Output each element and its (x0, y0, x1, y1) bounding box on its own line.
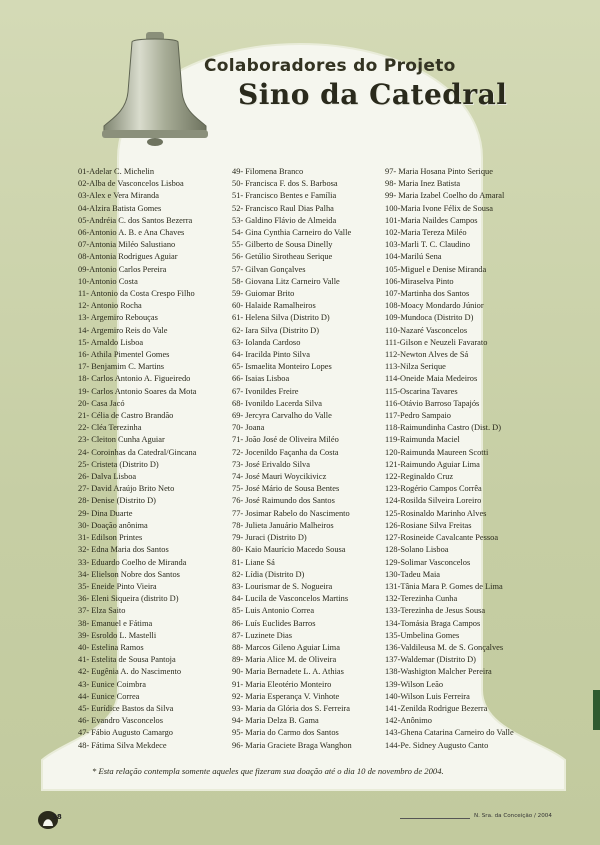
contributor-entry: 28- Denise (Distrito D) (78, 496, 156, 506)
contributor-entry: 84- Lucila de Vasconcelos Martins (232, 594, 349, 604)
contributor-entry: 09-Antonio Carlos Pereira (78, 264, 167, 274)
contributor-entry: 30- Doação anônima (78, 520, 148, 530)
contributor-entry: 67- Ivonildes Freire (232, 386, 299, 396)
contributor-entry: 01-Adelar C. Michelin (78, 167, 155, 176)
contributor-entry: 86- Luís Euclides Barros (232, 618, 316, 628)
contributor-entry: 23- Cleiton Cunha Aguiar (78, 435, 165, 445)
contributor-entry: 122-Reginaldo Cruz (385, 472, 454, 482)
contributor-entry: 108-Moacy Mondardo Júnior (385, 301, 484, 311)
contributor-entry: 101-Maria Naildes Campos (385, 215, 478, 225)
contributor-entry: 141-Zenilda Rodrigue Bezerra (385, 703, 488, 713)
contributor-entry: 90- Maria Bernadete L. A. Athias (232, 667, 344, 677)
contributor-entry: 138-Washigton Malcher Pereira (385, 667, 492, 677)
contributor-entry: 55- Gilberto de Sousa Dinelly (232, 240, 333, 250)
contributor-entry: 133-Terezinha de Jesus Sousa (385, 606, 486, 616)
contributor-entry: 50- Francisca F. dos S. Barbosa (232, 179, 338, 189)
contributor-entry: 73- José Erivaldo Silva (232, 459, 310, 469)
contributor-entry: 06-Antonio A. B. e Ana Chaves (78, 228, 185, 238)
contributor-entry: 26- Dalva Lisboa (78, 472, 137, 482)
title-block (180, 56, 540, 126)
contributor-entry: 53- Galdino Flávio de Almeida (232, 215, 337, 225)
contributor-entry: 113-Nilza Serique (385, 362, 446, 372)
contributor-entry: 107-Martinha dos Santos (385, 289, 470, 299)
contributor-entry: 39- Esroldo L. Mastelli (78, 630, 157, 640)
contributor-entry: 106-Miraselva Pinto (385, 276, 454, 286)
contributor-entry: 94- Maria Delza B. Gama (232, 716, 319, 726)
contributor-entry: 13- Argemiro Rebouças (78, 313, 158, 323)
footnote: * Esta relação contempla somente aqueles que fizeram sua doação até o dia 10 de novembro de 2004. (92, 766, 444, 776)
contributor-entry: 104-Marilú Sena (385, 252, 442, 262)
contributor-entry: 16- Athila Pimentel Gomes (78, 350, 170, 360)
contributor-entry: 117-Pedro Sampaio (385, 411, 451, 421)
contributor-entry: 140-Wilson Luis Ferreira (385, 691, 470, 701)
contributor-entry: 123-Rogério Campos Corrêa (385, 484, 482, 494)
contributor-entry: 60- Halaide Ramalheiros (232, 301, 316, 311)
contributor-entry: 95- Maria do Carmo dos Santos (232, 728, 339, 738)
contributor-entry: 92- Maria Esperança V. Vinhote (232, 691, 340, 701)
contributor-entry: 77- Josimar Rabelo do Nascimento (232, 508, 350, 518)
contributor-entry: 12- Antonio Rocha (78, 301, 142, 311)
contributor-entry: 115-Oscarina Tavares (385, 386, 458, 396)
contributor-entry: 125-Rosinaldo Marinho Alves (385, 508, 487, 518)
contributor-entry: 31- Edilson Printes (78, 533, 143, 543)
contributor-entry: 70- Joana (232, 423, 265, 433)
contributor-entry: 128-Solano Lisboa (385, 545, 449, 555)
page-number: 38 (52, 813, 62, 821)
contributor-entry: 98- Maria Inez Batista (385, 179, 461, 189)
contributor-entry: 19- Carlos Antonio Soares da Mota (78, 386, 197, 396)
edge-tab (593, 690, 600, 730)
contributor-entry: 99- Maria Izabel Coelho do Amaral (385, 191, 505, 201)
title-subheading: Colaboradores do Projeto (204, 56, 456, 76)
contributor-entry: 41- Estelita de Sousa Pantoja (78, 655, 176, 665)
contributor-entry: 114-Oneide Maia Medeiros (385, 374, 478, 384)
contributor-entry: 11- Antonio da Costa Crespo Filho (78, 289, 195, 299)
contributor-entry: 21- Célia de Castro Brandão (78, 411, 174, 421)
contributor-entry: 105-Miguel e Denise Miranda (385, 264, 487, 274)
contributor-entry: 81- Liane Sá (232, 557, 275, 567)
contributor-entry: 120-Raimunda Maureen Scotti (385, 447, 489, 457)
contributor-entry: 124-Rosilda Silveira Loreiro (385, 496, 482, 506)
contributor-entry: 34- Elielson Nobre dos Santos (78, 569, 180, 579)
contributor-entry: 93- Maria da Glória dos S. Ferreira (232, 703, 350, 713)
contributor-entry: 47- Fábio Augusto Camargo (78, 728, 173, 738)
contributor-entry: 142-Anônimo (385, 716, 432, 726)
contributor-entry: 59- Guiomar Brito (232, 289, 295, 299)
contributor-entry: 46- Evandro Vasconcelos (78, 716, 163, 726)
contributor-entry: 63- Iolanda Cardoso (232, 337, 301, 347)
contributor-entry: 29- Dina Duarte (78, 508, 133, 518)
contributor-entry: 72- Jocenildo Façanha da Costa (232, 447, 339, 457)
contributor-entry: 91- Maria Eleotério Monteiro (232, 679, 332, 689)
contributor-entry: 131-Tânia Mara P. Gomes de Lima (385, 581, 503, 591)
contributor-entry: 33- Eduardo Coelho de Miranda (78, 557, 187, 567)
contributor-entry: 75- José Mário de Sousa Bentes (232, 484, 340, 494)
contributor-entry: 126-Rosiane Silva Freitas (385, 520, 472, 530)
contributor-entry: 132-Terezinha Cunha (385, 594, 458, 604)
contributor-entry: 62- Iara Silva (Distrito D) (232, 325, 319, 335)
contributor-entry: 97- Maria Hosana Pinto Serique (385, 167, 493, 176)
contributor-entry: 22- Cléa Terezinha (78, 423, 142, 433)
contributor-entry: 58- Giovana Litz Carneiro Valle (232, 276, 340, 286)
contributor-entry: 43- Eunice Coimbra (78, 679, 146, 689)
contributor-entry: 83- Lourismar de S. Nogueira (232, 581, 333, 591)
contributor-entry: 45- Eurídice Bastos da Silva (78, 703, 174, 713)
contributor-entry: 88- Marcos Gileno Aguiar Lima (232, 642, 340, 652)
contributor-entry: 127-Rosineide Cavalcante Pessoa (385, 533, 499, 543)
contributor-entry: 38- Emanuel e Fátima (78, 618, 153, 628)
contributor-entry: 137-Waldemar (Distrito D) (385, 655, 476, 665)
contributor-entry: 103-Marli T. C. Claudino (385, 240, 471, 250)
contributor-entry: 64- Iracilda Pinto Silva (232, 350, 310, 360)
contributor-entry: 44- Eunice Correa (78, 691, 140, 701)
contributor-entry: 76- José Raimundo dos Santos (232, 496, 335, 506)
contributor-entry: 35- Eneide Pinto Vieira (78, 581, 157, 591)
contributor-entry: 27- David Araújo Brito Neto (78, 484, 175, 494)
contributor-entry: 49- Filomena Branco (232, 167, 304, 176)
contributor-entry: 102-Maria Tereza Miléo (385, 228, 467, 238)
contributor-entry: 32- Edna Maria dos Santos (78, 545, 169, 555)
contributor-entry: 56- Getúlio Sirotheau Serique (232, 252, 333, 262)
contributor-entry: 111-Gilson e Neuzeli Favarato (385, 337, 488, 347)
contributor-entry: 69- Jercyra Carvalho do Valle (232, 411, 332, 421)
contributor-entry: 136-Valdileusa M. de S. Gonçalves (385, 642, 504, 652)
contributor-entry: 85- Luis Antonio Correa (232, 606, 315, 616)
contributor-entry: 79- Juraci (Distrito D) (232, 533, 307, 543)
contributor-entry: 18- Carlos Antonio A. Figueiredo (78, 374, 191, 384)
contributor-entry: 24- Coroinhas da Catedral/Gincana (78, 447, 197, 457)
contributor-entry: 42- Eugênia A. do Nascimento (78, 667, 182, 677)
contributor-entry: 14- Argemiro Reis do Vale (78, 325, 168, 335)
contributor-entry: 65- Ismaelita Monteiro Lopes (232, 362, 332, 372)
contributor-entry: 121-Raimundo Aguiar Lima (385, 459, 480, 469)
contributors-column-1 (78, 166, 228, 752)
contributor-entry: 04-Alzira Batista Gomes (78, 203, 162, 213)
contributor-entry: 48- Fátima Silva Mekdece (78, 740, 167, 750)
contributor-entry: 143-Ghena Catarina Carneiro do Valle (385, 728, 514, 738)
contributor-entry: 36- Eleni Siqueira (distrito D) (78, 594, 179, 604)
contributor-entry: 82- Lídia (Distrito D) (232, 569, 305, 579)
contributor-entry: 100-Maria Ivone Félix de Sousa (385, 203, 493, 213)
contributor-entry: 80- Kaio Maurício Macedo Sousa (232, 545, 346, 555)
contributor-entry: 37- Elza Saito (78, 606, 126, 616)
contributor-entry: 112-Newton Alves de Sá (385, 350, 469, 360)
contributor-entry: 71- João José de Oliveira Miléo (232, 435, 339, 445)
contributor-entry: 129-Solimar Vasconcelos (385, 557, 471, 567)
contributor-entry: 96- Maria Graciete Braga Wanghon (232, 740, 352, 750)
contributor-entry: 52- Francisco Raul Dias Palha (232, 203, 334, 213)
footer-divider (400, 818, 470, 819)
contributor-entry: 20- Casa Jacó (78, 398, 125, 408)
contributor-entry: 68- Ivonildo Lacerda Silva (232, 398, 323, 408)
contributor-entry: 87- Luzinete Dias (232, 630, 292, 640)
contributor-entry: 134-Tomásia Braga Campos (385, 618, 481, 628)
contributor-entry: 07-Antonia Miléo Salustiano (78, 240, 176, 250)
contributor-entry: 144-Pe. Sidney Augusto Canto (385, 740, 489, 750)
contributor-entry: 78- Julieta Januário Malheiros (232, 520, 334, 530)
contributor-entry: 66- Isaias Lisboa (232, 374, 290, 384)
contributor-entry: 110-Nazaré Vasconcelos (385, 325, 468, 335)
contributor-entry: 05-Andréia C. dos Santos Bezerra (78, 215, 193, 225)
contributor-entry: 139-Wilson Leão (385, 679, 444, 689)
contributor-entry: 57- Gilvan Gonçalves (232, 264, 306, 274)
contributor-entry: 15- Arnaldo Lisboa (78, 337, 144, 347)
contributor-entry: 109-Mundoca (Distrito D) (385, 313, 474, 323)
contributor-entry: 08-Antonia Rodrigues Aguiar (78, 252, 178, 262)
contributor-entry: 25- Cristeta (Distrito D) (78, 459, 159, 469)
contributor-entry: 135-Umbelina Gomes (385, 630, 460, 640)
contributor-entry: 130-Tadeu Maia (385, 569, 440, 579)
contributor-entry: 54- Gina Cynthia Carneiro do Valle (232, 228, 352, 238)
contributor-entry: 17- Benjamim C. Martins (78, 362, 165, 372)
contributor-entry: 40- Estelina Ramos (78, 642, 144, 652)
contributor-entry: 02-Alba de Vasconcelos Lisboa (78, 179, 184, 189)
contributor-entry: 03-Alex e Vera Miranda (78, 191, 160, 201)
contributor-entry: 10-Antonio Costa (78, 276, 138, 286)
contributor-entry: 119-Raimunda Maciel (385, 435, 460, 445)
publication-footer: N. Sra. da Conceição / 2004 (474, 813, 552, 819)
contributor-entry: 74- José Mauri Woycikivicz (232, 472, 327, 482)
contributor-entry: 118-Raimundinha Castro (Dist. D) (385, 423, 501, 433)
contributor-entry: 51- Francisco Bentes e Família (232, 191, 337, 201)
contributor-entry: 116-Otávio Barroso Tapajós (385, 398, 480, 408)
page-title: Sino da Catedral (238, 78, 508, 111)
contributor-entry: 89- Maria Alice M. de Oliveira (232, 655, 337, 665)
contributors-column-2 (232, 166, 382, 752)
contributors-column-3 (385, 166, 545, 752)
contributor-entry: 61- Helena Silva (Distrito D) (232, 313, 330, 323)
